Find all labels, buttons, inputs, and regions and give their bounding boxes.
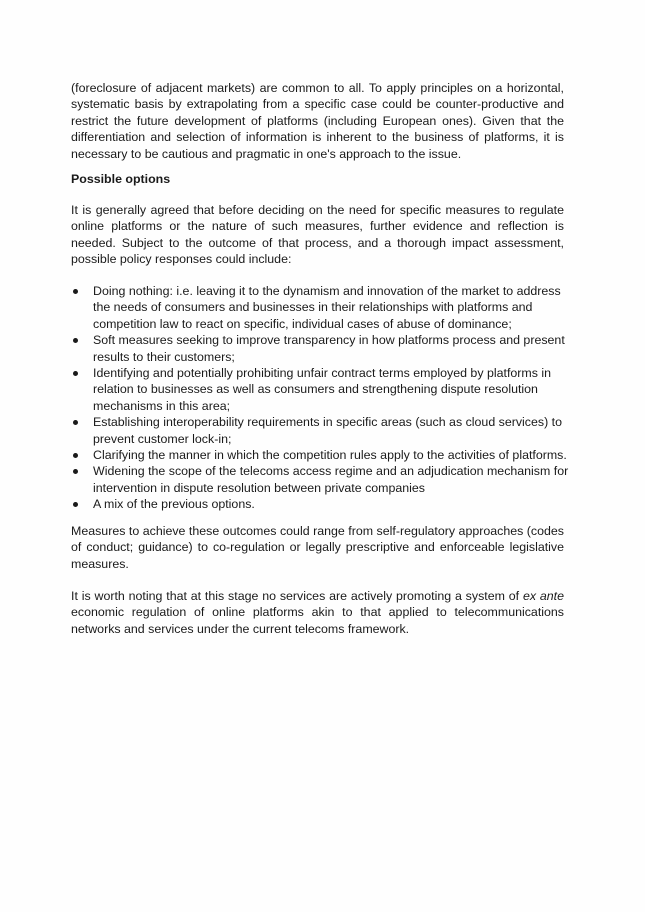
list-item [71, 496, 576, 512]
list-item [71, 365, 576, 414]
bullet-icon [73, 469, 78, 474]
option-text: Identifying and potentially prohibiting unfair contract terms employed by platforms in relation to businesses as well as consumers and strengthening dispute resolution mechanisms in this area; [93, 366, 552, 413]
option-text: Widening the scope of the telecoms access regime and an adjudication mechanism for intervention in dispute resolution between private companies [93, 464, 569, 495]
options-intro-paragraph: It is generally agreed that before deciding on the need for specific measures to regulate online platforms or the nature of such measures, further evidence and reflection is needed. Subject to the outcome of that process, and a thorough impact assessment, possible policy responses could include: [71, 203, 564, 267]
section-heading: Possible options [71, 172, 171, 186]
measures-paragraph: Measures to achieve these outcomes could range from self-regulatory approaches (codes of conduct; guidance) to co-regulation or legally prescriptive and enforceable legislative measures. [71, 524, 564, 571]
list-item [71, 414, 576, 447]
list-item [71, 283, 576, 332]
closing-paragraph [71, 588, 564, 637]
intro-paragraph: (foreclosure of adjacent markets) are common to all. To apply principles on a horizontal, systematic basis by extrapolating from a specific case could be counter-productive and restrict the future development of platforms (including European ones). Given that the differentiation and selection of information is inherent to the business of platforms, it is necessary to be cautious and pragmatic in one's approach to the issue. [71, 81, 564, 161]
bullet-icon [73, 453, 78, 458]
bullet-icon [73, 289, 78, 294]
closing-emphasis: ex ante [522, 589, 564, 603]
option-text: Doing nothing: i.e. leaving it to the dynamism and innovation of the market to address the needs of consumers and businesses in their relationships with platforms and competition law to react on specific, individual cases of abuse of dominance; [93, 284, 561, 331]
option-text: Clarifying the manner in which the competition rules apply to the activities of platforms. [93, 448, 567, 463]
list-item [71, 332, 576, 365]
bullet-icon [73, 338, 78, 343]
list-item [71, 447, 576, 463]
options-list [71, 283, 576, 513]
option-text: Soft measures seeking to improve transparency in how platforms process and present results to their customers; [93, 333, 565, 364]
option-text: Establishing interoperability requirements in specific areas (such as cloud services) to prevent customer lock-in; [93, 415, 562, 446]
closing-text-start: It is worth noting that at this stage no services are actively promoting a system of [71, 589, 523, 603]
option-text: A mix of the previous options. [93, 497, 255, 512]
bullet-icon [73, 420, 78, 425]
bullet-icon [73, 502, 78, 507]
closing-text-end: economic regulation of online platforms akin to that applied to telecommunications networks and services under the current telecoms framework. [71, 605, 564, 636]
list-item [71, 463, 576, 496]
bullet-icon [73, 371, 78, 376]
